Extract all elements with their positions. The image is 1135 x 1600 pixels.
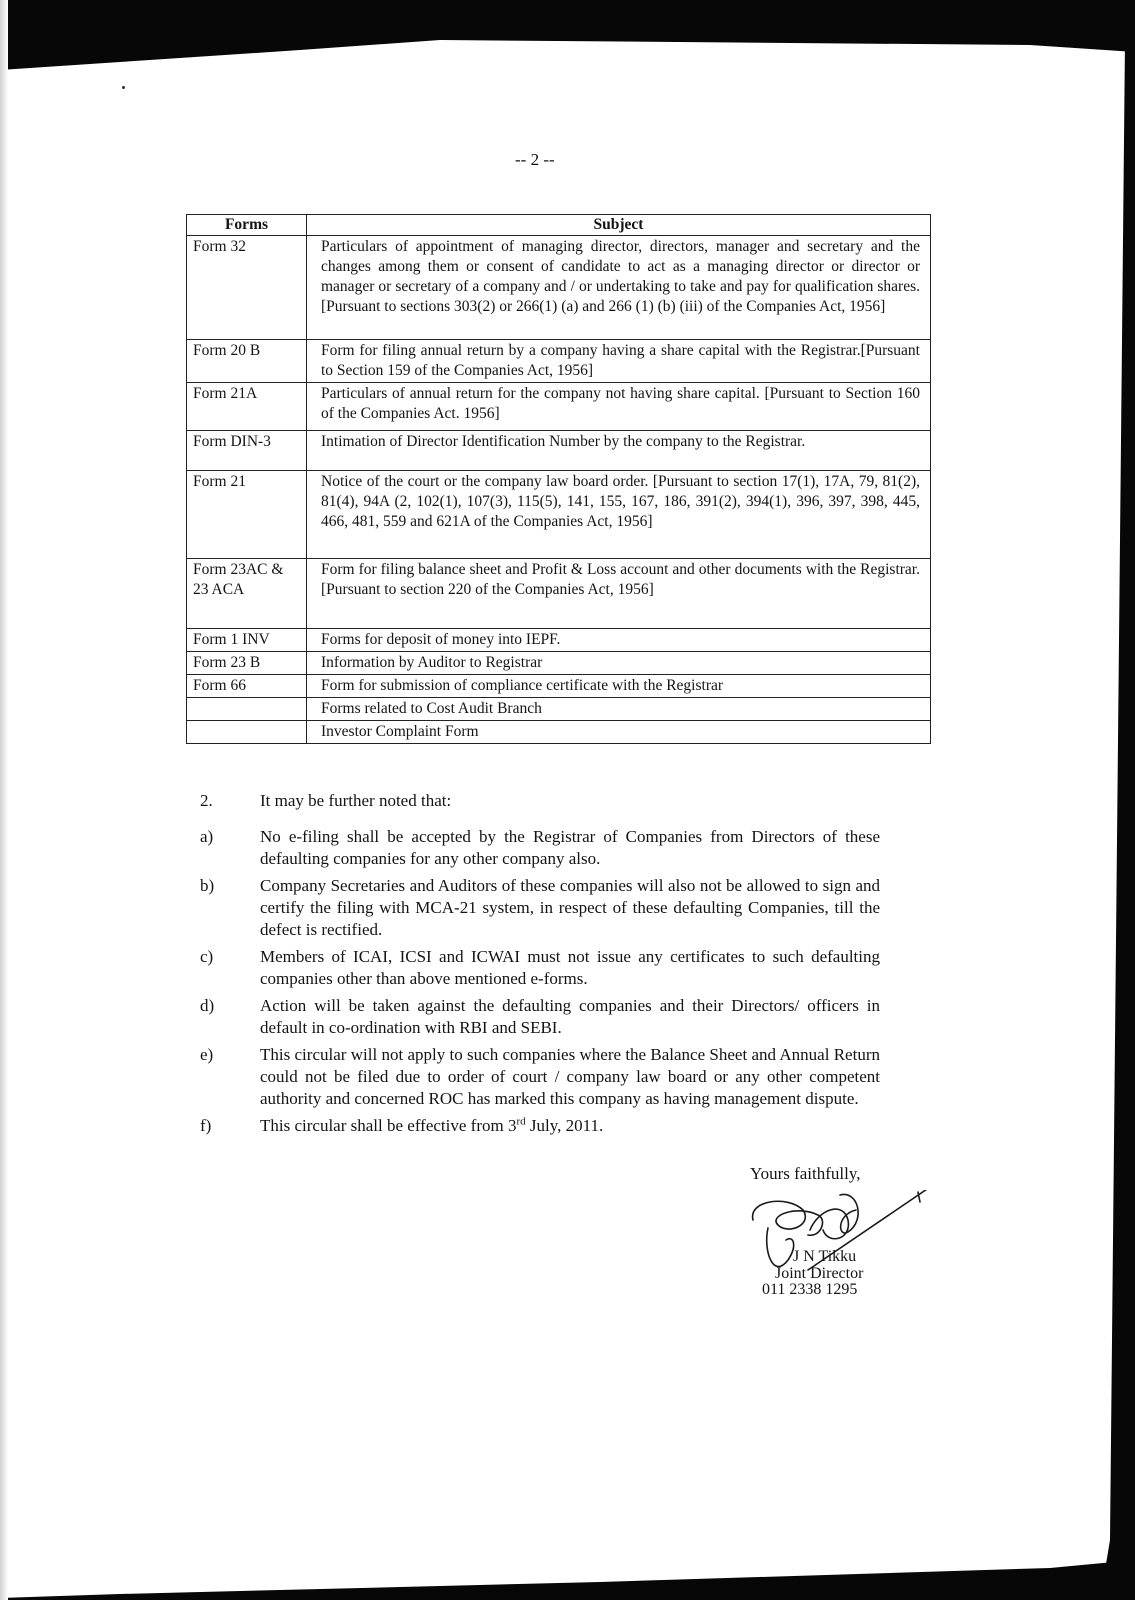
subject-cell: Form for submission of compliance certificate with the Registrar: [307, 675, 931, 698]
form-code-cell: [187, 698, 307, 721]
form-code-cell: Form 23 B: [187, 652, 307, 675]
list-item-label: e): [200, 1045, 214, 1064]
form-code-cell: Form 20 B: [187, 340, 307, 383]
table-row: [187, 383, 931, 431]
subject-cell: Form for filing balance sheet and Profit & Loss account and other documents with the Registrar. [Pursuant to section 220 of the Companies Act, 1956]: [307, 559, 931, 629]
form-code-cell: Form 1 INV: [187, 629, 307, 652]
subject-cell: Forms related to Cost Audit Branch: [307, 698, 931, 721]
table-row: [187, 431, 931, 471]
subject-cell: Form for filing annual return by a company having a share capital with the Registrar.[Pursuant to Section 159 of the Companies Act, 1956]: [307, 340, 931, 383]
table-row: [187, 559, 931, 629]
list-item-label: f): [200, 1116, 212, 1135]
form-code-cell: Form 66: [187, 675, 307, 698]
list-item: [200, 946, 880, 990]
list-item: [200, 875, 880, 941]
form-code-cell: Form 21A: [187, 383, 307, 431]
ordinal-suffix: rd: [516, 1115, 526, 1128]
scan-speck: [122, 86, 125, 89]
scan-border-right: [1025, 0, 1135, 1600]
table-row: [187, 698, 931, 721]
list-item-label: b): [200, 876, 215, 895]
signatory-phone: 011 2338 1295: [762, 1281, 858, 1298]
list-item: [200, 995, 880, 1039]
list-item-text: No e-filing shall be accepted by the Registrar of Companies from Directors of these defaulting companies for any other company also.: [260, 827, 880, 868]
form-code-cell: Form DIN-3: [187, 431, 307, 471]
table-row: [187, 675, 931, 698]
list-item-text: This circular will not apply to such companies where the Balance Sheet and Annual Return could not be filed due to order of court / company law board or any other competent authority and concerned ROC has marked this company as having management dispute.: [260, 1045, 880, 1108]
notes-section: [200, 790, 880, 1142]
column-header-forms: Forms: [187, 215, 307, 236]
page-number: -- 2 --: [515, 150, 555, 169]
scan-border-left: [0, 0, 8, 1600]
table-row: [187, 652, 931, 675]
effective-date-text: This circular shall be effective from 3: [260, 1116, 517, 1135]
list-item-text: Members of ICAI, ICSI and ICWAI must not issue any certificates to such defaulting companies other than above mentioned e-forms.: [260, 947, 880, 988]
list-item: [200, 1115, 880, 1137]
subject-cell: Forms for deposit of money into IEPF.: [307, 629, 931, 652]
notes-intro-label: 2.: [200, 791, 213, 810]
notes-intro: [200, 790, 880, 812]
list-item: [200, 1044, 880, 1110]
list-item: [200, 826, 880, 870]
effective-date-tail: July, 2011.: [525, 1116, 604, 1135]
subject-cell: Particulars of annual return for the company not having share capital. [Pursuant to Section 160 of the Companies Act. 1956]: [307, 383, 931, 431]
list-item-label: d): [200, 996, 215, 1015]
form-code-cell: Form 32: [187, 236, 307, 340]
closing-salutation: Yours faithfully,: [750, 1164, 861, 1183]
form-code-cell: Form 21: [187, 471, 307, 559]
list-item-label: c): [200, 947, 214, 966]
table-row: [187, 471, 931, 559]
subject-cell: Information by Auditor to Registrar: [307, 652, 931, 675]
table-row: [187, 236, 931, 340]
table-row: [187, 340, 931, 383]
list-item-label: a): [200, 827, 214, 846]
table-row: [187, 629, 931, 652]
table-header-row: [187, 215, 931, 236]
subject-cell: Investor Complaint Form: [307, 721, 931, 744]
form-code-cell: [187, 721, 307, 744]
forms-table: [186, 214, 931, 744]
list-item-text: Action will be taken against the defaulting companies and their Directors/ officers in default in co-ordination with RBI and SEBI.: [260, 996, 880, 1037]
scan-border-bottom: [0, 1560, 1135, 1600]
table-row: [187, 721, 931, 744]
column-header-subject: Subject: [307, 215, 931, 236]
subject-cell: Intimation of Director Identification Number by the company to the Registrar.: [307, 431, 931, 471]
scan-border-top: [0, 0, 1135, 70]
list-item-text: Company Secretaries and Auditors of these companies will also not be allowed to sign and certify the filing with MCA-21 system, in respect of these defaulting Companies, till the defect is rectified.: [260, 876, 880, 939]
list-item-text: [260, 1115, 880, 1137]
form-code-cell: Form 23AC & 23 ACA: [187, 559, 307, 629]
subject-cell: Notice of the court or the company law board order. [Pursuant to section 17(1), 17A, 79, 81(2), 81(4), 94A (2, 102(1), 107(3), 115(5), 141, 155, 167, 186, 391(2), 394(1), 396, 397, 398, 445, 466, 481, 559 and 621A of the Companies Act, 1956]: [307, 471, 931, 559]
signatory-name: J N Tikku: [793, 1248, 857, 1265]
notes-intro-text: It may be further noted that:: [260, 791, 452, 810]
subject-cell: Particulars of appointment of managing director, directors, manager and secretary and the changes among them or consent of candidate to act as a managing director or director or manager or secretary of a company and / or undertaking to take and pay for qualification shares. [Pursuant to sections 303(2) or 266(1) (a) and 266 (1) (b) (iii) of the Companies Act, 1956]: [307, 236, 931, 340]
signatory-title: Joint Director: [775, 1265, 864, 1282]
